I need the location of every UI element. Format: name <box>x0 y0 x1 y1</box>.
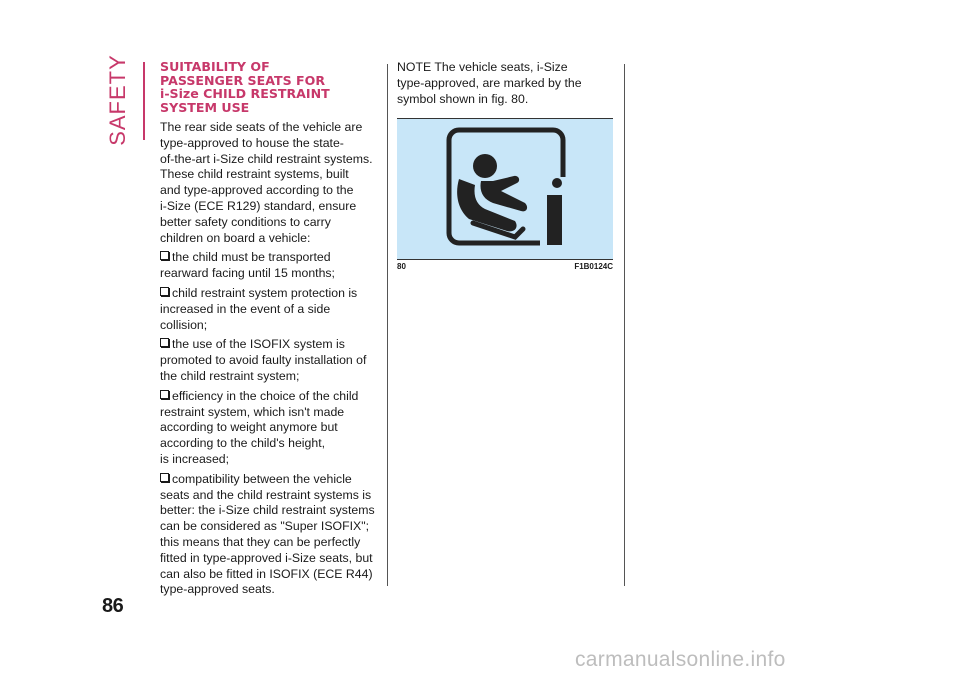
bullet-item: compatibility between the vehicle seats and the child restraint systems is better: the i-Size child restraint systems can be considered as "Super ISOFIX"; this means that they can be perfectly fitted in type-approved i-Size seats, but can also be fitted in ISOFIX (ECE R44) type-approved seats. <box>160 471 375 597</box>
intro-paragraph: The rear side seats of the vehicle are type-approved to house the state- of-the-art i-Size child restraint systems. These child restraint systems, built and type-approved according to the i-Size (ECE R129) standard, ensure better safety conditions to carry children on board a vehicle: <box>160 120 373 245</box>
checkbox-bullet-icon <box>160 390 169 399</box>
left-column <box>160 60 378 602</box>
bullet-item: the use of the ISOFIX system is promoted to avoid faulty installation of the child restraint system; <box>160 337 367 383</box>
section-tab-rule <box>143 62 145 140</box>
column-divider-2 <box>624 64 625 586</box>
figure-code: F1B0124C <box>574 262 613 271</box>
checkbox-bullet-icon <box>160 338 169 347</box>
watermark: carmanualsonline.info <box>575 648 786 671</box>
checkbox-bullet-icon <box>160 251 169 260</box>
bullet-item: child restraint system protection is increased in the event of a side collision; <box>160 285 358 332</box>
figure-caption <box>397 262 613 276</box>
checkbox-bullet-icon <box>160 473 169 482</box>
section-tab-label: SAFETY <box>105 54 130 146</box>
figure-80 <box>397 118 613 260</box>
bullet-item: efficiency in the choice of the child restraint system, which isn't made according to weight anymore but according to the child's height, is increased; <box>160 388 359 466</box>
section-heading: SUITABILITY OF PASSENGER SEATS FOR i-Size CHILD RESTRAINT SYSTEM USE <box>160 59 330 115</box>
i-size-child-seat-symbol-icon <box>397 119 613 259</box>
right-column <box>397 60 617 111</box>
note-paragraph: NOTE The vehicle seats, i-Size type-approved, are marked by the symbol shown in fig. 80. <box>397 60 582 106</box>
section-tab <box>98 54 138 146</box>
figure-number: 80 <box>397 262 406 271</box>
checkbox-bullet-icon <box>160 287 169 296</box>
page-number: 86 <box>102 595 124 617</box>
bullet-item: the child must be transported rearward facing until 15 months; <box>160 250 335 281</box>
column-divider-1 <box>387 64 388 586</box>
